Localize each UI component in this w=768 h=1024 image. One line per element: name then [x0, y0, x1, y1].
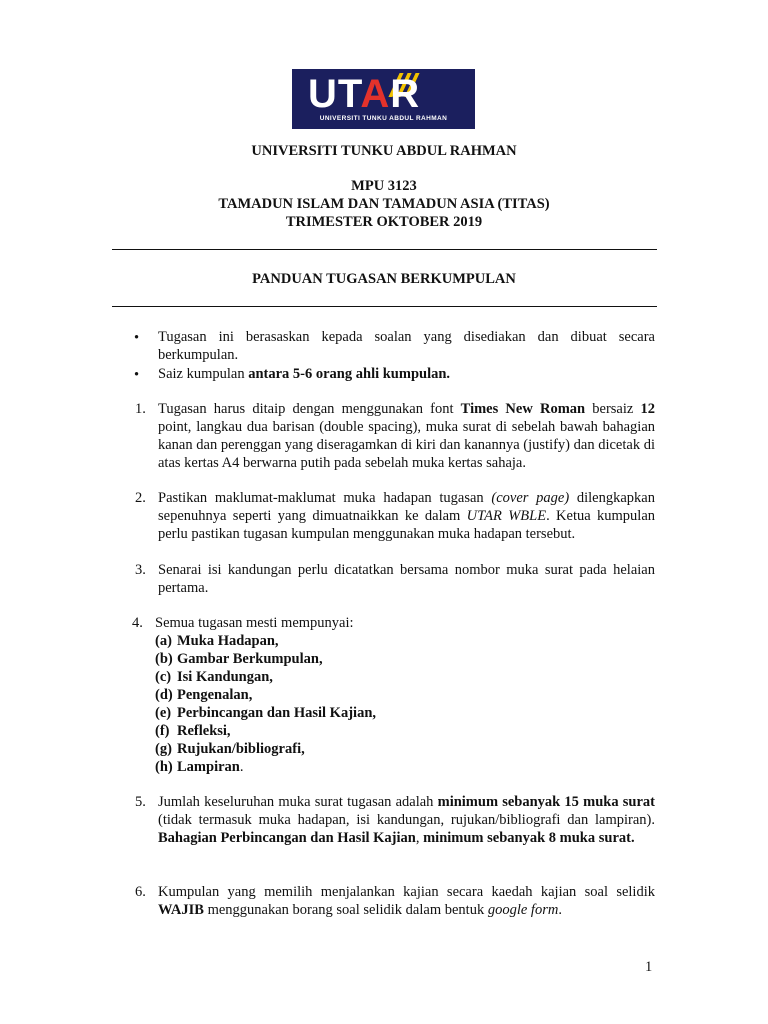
list-item: (a) Muka Hadapan, — [155, 633, 279, 649]
item-number: 3. — [135, 562, 146, 578]
divider-bottom — [112, 306, 657, 307]
list-item: (b) Gambar Berkumpulan, — [155, 651, 323, 667]
list-item: (e) Perbincangan dan Hasil Kajian, — [155, 705, 377, 721]
list-item: (h) Lampiran. — [155, 759, 244, 775]
trimester: TRIMESTER OKTOBER 2019 — [285, 214, 483, 230]
bullet-item-1: Tugasan ini berasaskan kepada soalan yang disediakan dan dibuat secara berkumpulan. — [158, 329, 655, 363]
instruction-1: Tugasan harus ditaip dengan menggunakan font Times New Roman bersaiz 12 point, langkau dua barisan (double spacing), muka surat di sebelah bawah bahagian kanan dan perenggan yang diseragamkan di kiri dan kanannya (justify) dan dicetak di atas kertas A4 berwarna putih pada sebelah muka kertas sahaja. — [158, 401, 655, 471]
list-item: (f) Refleksi, — [155, 723, 231, 739]
logo-wordmark: UTAR — [308, 72, 421, 116]
item-number: 1. — [135, 401, 146, 417]
item-number: 5. — [135, 794, 146, 810]
instruction-2: Pastikan maklumat-maklumat muka hadapan tugasan (cover page) dilengkapkan sepenuhnya seperti yang dimuatnaikkan ke dalam UTAR WBLE. Ketua kumpulan perlu pastikan tugasan kumpulan menggunakan muka hadapan tersebut. — [158, 490, 655, 542]
item-number: 6. — [135, 884, 146, 900]
instruction-3: Senarai isi kandungan perlu dicatatkan bersama nombor muka surat pada helaian pertama. — [158, 562, 655, 596]
bullet-item-2: Saiz kumpulan antara 5-6 orang ahli kumpulan. — [158, 366, 451, 382]
instruction-5: Jumlah keseluruhan muka surat tugasan adalah minimum sebanyak 15 muka surat (tidak termasuk muka hadapan, isi kandungan, rujukan/bibliografi dan lampiran). Bahagian Perbincangan dan Hasil Kajian, minimum sebanyak 8 muka surat. — [158, 794, 655, 846]
page-number: 1 — [645, 959, 653, 975]
instruction-6: Kumpulan yang memilih menjalankan kajian secara kaedah kajian soal selidik WAJIB menggunakan borang soal selidik dalam bentuk google form. — [158, 884, 655, 918]
course-code: MPU 3123 — [351, 178, 417, 194]
instruction-4: Semua tugasan mesti mempunyai: — [155, 615, 354, 631]
list-item: (c) Isi Kandungan, — [155, 669, 273, 685]
list-item: (g) Rujukan/bibliografi, — [155, 741, 305, 757]
course-title: TAMADUN ISLAM DAN TAMADUN ASIA (TITAS) — [218, 196, 550, 212]
item-number: 2. — [135, 490, 146, 506]
section-title: PANDUAN TUGASAN BERKUMPULAN — [252, 271, 516, 287]
list-item: (d) Pengenalan, — [155, 687, 253, 703]
requirement-list — [155, 632, 555, 776]
divider-top — [112, 249, 657, 250]
logo-subtitle: UNIVERSITI TUNKU ABDUL RAHMAN — [319, 115, 448, 122]
university-name: UNIVERSITI TUNKU ABDUL RAHMAN — [251, 143, 517, 159]
utar-logo — [292, 69, 475, 129]
item-number: 4. — [132, 615, 143, 631]
bullet-dot: • — [134, 367, 140, 383]
bullet-dot: • — [134, 330, 140, 346]
